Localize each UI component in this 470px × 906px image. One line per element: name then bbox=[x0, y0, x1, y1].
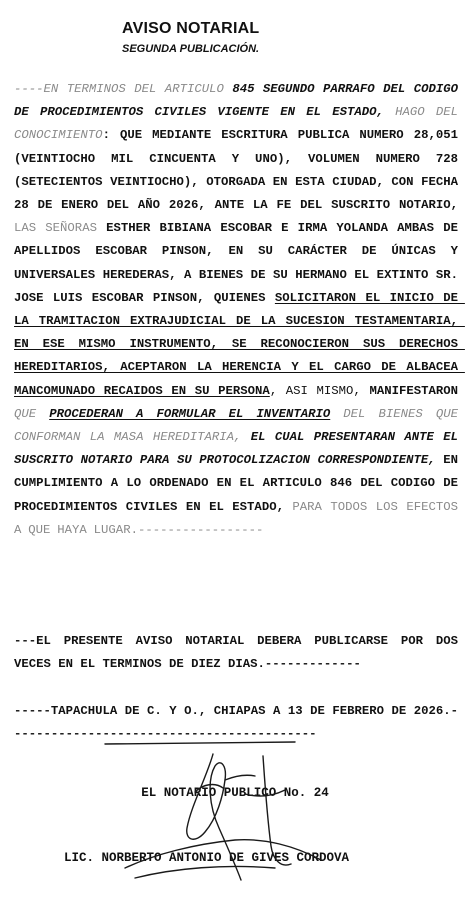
notice-publication-paragraph: ---EL PRESENTE AVISO NOTARIAL DEBERA PUBLICARSE POR DOS VECES EN EL TERMINOS DE DIEZ DIAS.------------- bbox=[14, 634, 458, 672]
text-presentaran: EL CUAL PRESENTARAN ANTE EL SUSCRITO NOTARIO PARA SU PROTOCOLIZACION CORRESPONDIENTE, bbox=[14, 430, 465, 468]
notary-name: LIC. NORBERTO ANTONIO DE GIVES CORDOVA bbox=[64, 851, 350, 865]
text-article-ref: 845 SEGUNDO PARRAFO DEL CODIGO DE PROCEDIMIENTOS CIVILES VIGENTE EN EL ESTADO, bbox=[14, 82, 465, 120]
notice-title: AVISO NOTARIAL bbox=[122, 20, 260, 37]
text-solicitaron: SOLICITARON EL INICIO DE LA TRAMITACION EXTRAJUDICIAL DE LA SUCESION TESTAMENTARIA, EN ESE MISMO INSTRUMENTO, SE RECONOCIERON SUS DERECHOS HEREDITARIOS, ACEPTARON LA HERENCIA Y EL CARGO DE ALBACEA MANCOMUNADO RECAIDOS EN SU PERSONA bbox=[14, 290, 465, 398]
text-que: QUE bbox=[14, 406, 50, 421]
text-asi-mismo: , ASI MISMO, bbox=[269, 383, 370, 398]
notice-place-date: -----TAPACHULA DE C. Y O., CHIAPAS A 13 DE FEBRERO DE 2026.------------------------------------------ bbox=[14, 704, 458, 742]
text-intro: ----EN TERMINOS DEL ARTICULO bbox=[14, 82, 233, 96]
text-senoras: LAS SEÑORAS bbox=[14, 221, 97, 236]
text-heirs: ESTHER BIBIANA ESCOBAR E IRMA YOLANDA AMBAS DE APELLIDOS ESCOBAR PINSON, EN SU CARÁCTER DE ÚNICAS Y UNIVERSALES HEREDERAS, A BIENES DE SU HERMANO EL EXTINTO SR. JOSE LUIS ESCOBAR PINSON, QUIENES bbox=[14, 221, 465, 305]
notice-subtitle: SEGUNDA PUBLICACIÓN. bbox=[122, 43, 260, 55]
text-masa: DEL BIENES QUE CONFORMAN LA MASA HEREDITARIA, bbox=[14, 406, 465, 445]
handwritten-signature bbox=[95, 736, 335, 886]
text-cumplimiento: EN CUMPLIMIENTO A LO ORDENADO EN EL ARTICULO 846 DEL CODIGO DE PROCEDIMIENTOS CIVILES EN EL ESTADO, bbox=[14, 453, 465, 514]
text-escritura: : QUE MEDIANTE ESCRITURA PUBLICA NUMERO 28,051 (VEINTIOCHO MIL CINCUENTA Y UNO), VOLUMEN NUMERO 728 (SETECIENTOS VEINTIOCHO), OTORGADA EN ESTA CIUDAD, CON FECHA 28 DE ENERO DEL AÑO 2026, ANTE LA FE DEL SUSCRITO NOTARIO, bbox=[14, 128, 465, 213]
notice-main-paragraph bbox=[14, 78, 465, 542]
notary-title: EL NOTARIO PUBLICO No. 24 bbox=[141, 786, 329, 800]
text-manifestaron: MANIFESTARON bbox=[369, 383, 465, 398]
text-inventario: PROCEDERAN A FORMULAR EL INVENTARIO bbox=[49, 406, 331, 421]
text-efectos: PARA TODOS LOS EFECTOS A QUE HAYA LUGAR.----------------- bbox=[14, 499, 465, 537]
text-hago: HAGO DEL CONOCIMIENTO bbox=[14, 105, 465, 143]
